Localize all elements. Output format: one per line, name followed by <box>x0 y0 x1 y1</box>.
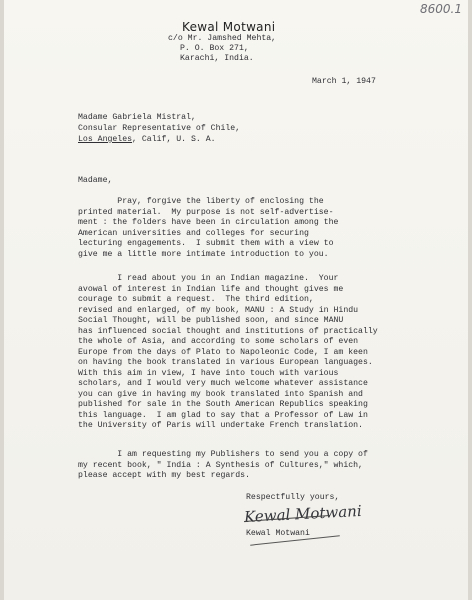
body-paragraph-3: I am requesting my Publishers to send you a copy of my recent book, " India : A Synthesis of Cultures," which, please accept with my best regards. <box>78 450 368 480</box>
typed-name: Kewal Motwani <box>246 529 310 538</box>
addressee-line-3-rest: , Calif, U. S. A. <box>132 135 216 144</box>
addressee-line-1: Madame Gabriela Mistral, <box>78 113 196 122</box>
letterhead-name: Kewal Motwani <box>182 20 276 34</box>
addressee-block <box>78 112 240 145</box>
addressee-line-3 <box>78 134 240 145</box>
archive-number: 8600.1 <box>420 2 462 16</box>
letterhead <box>168 20 278 64</box>
body-paragraph-2: I read about you in an Indian magazine. Your avowal of interest in Indian life and thought gives me courage to submit a request. The third edition, revised and enlarged, of my book, MANU : A Study in Hindu Social Thought, will be published soon, and since MANU has influenced social thought and institutions of practically the whole of Asia, and according to some scholars of even Europe from the days of Plato to Napoleonic Code, I am keen on having the book translated in various European languages. With this aim in view, I have into touch with various scholars, and I would very much welcome whatever assistance you can give in having my book translated into Spanish and published for sale in the South American Republics speaking this language. I am glad to say that a Professor of Law in the University of Paris will undertake French translation. <box>78 274 378 430</box>
letter-date: March 1, 1947 <box>312 77 376 86</box>
addressee-line-2: Consular Representative of Chile, <box>78 124 241 133</box>
letterhead-line-2: P. O. Box 271, <box>180 44 249 53</box>
body-paragraph-1: Pray, forgive the liberty of enclosing the printed material. My purpose is not self-advertise- ment : the folders have been in circulation among the American universities and colleges for securing lecturing engagements. I submit them with a view to give me a little more intimate introduction to you. <box>78 197 339 259</box>
addressee-city: Los Angeles <box>78 135 133 144</box>
page-edge-right <box>468 0 472 600</box>
closing: Respectfully yours, <box>246 493 340 502</box>
letterhead-line-3: Karachi, India. <box>180 54 254 63</box>
page-edge-left <box>0 0 4 600</box>
letterhead-line-1: c/o Mr. Jamshed Mehta, <box>168 34 277 43</box>
salutation: Madame, <box>78 176 113 185</box>
handwritten-signature: Kewal Motwani <box>243 501 363 527</box>
